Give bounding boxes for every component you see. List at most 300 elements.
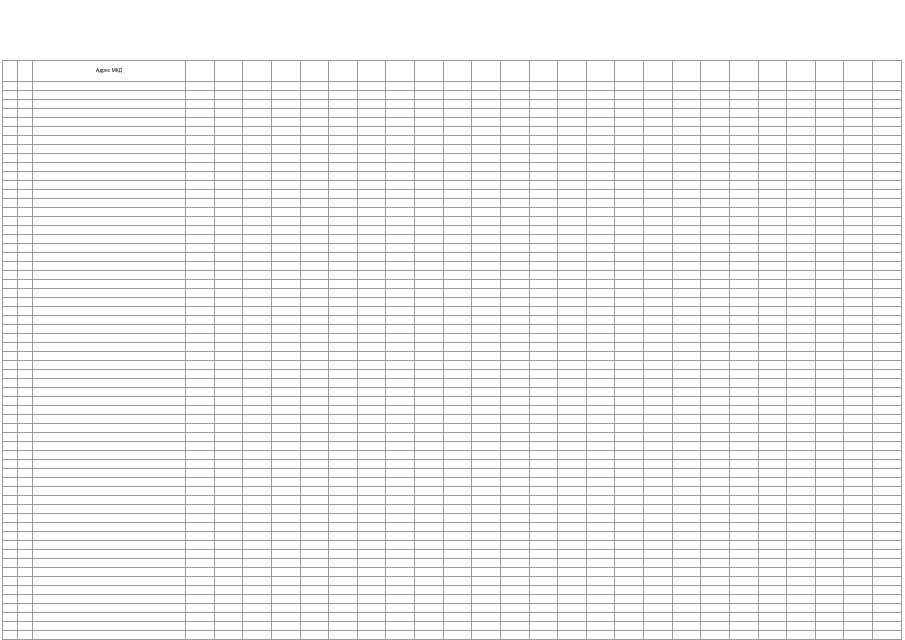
table-cell — [3, 343, 18, 352]
table-cell — [500, 568, 529, 577]
table-cell — [815, 487, 844, 496]
table-cell — [443, 469, 472, 478]
table-cell — [558, 289, 587, 298]
table-cell — [815, 469, 844, 478]
table-cell — [300, 181, 329, 190]
table-cell — [529, 631, 558, 640]
table-cell — [329, 505, 358, 514]
table-cell — [672, 604, 701, 613]
table-cell — [672, 559, 701, 568]
table-cell — [386, 253, 415, 262]
table-cell — [214, 505, 243, 514]
table-cell — [586, 433, 615, 442]
table-cell — [844, 550, 873, 559]
table-cell — [586, 325, 615, 334]
table-cell — [644, 154, 673, 163]
table-cell — [615, 361, 644, 370]
table-cell — [443, 541, 472, 550]
table-cell — [787, 496, 816, 505]
table-cell — [701, 190, 730, 199]
table-cell — [3, 550, 18, 559]
table-cell — [529, 595, 558, 604]
table-cell — [586, 289, 615, 298]
table-cell — [243, 217, 272, 226]
table-cell — [758, 622, 787, 631]
table-cell — [329, 217, 358, 226]
table-cell — [701, 109, 730, 118]
table-cell — [18, 163, 33, 172]
table-cell — [415, 82, 444, 91]
address-cell — [33, 289, 186, 298]
table-cell — [329, 442, 358, 451]
table-cell — [672, 316, 701, 325]
address-cell — [33, 190, 186, 199]
table-cell — [186, 91, 215, 100]
table-cell — [586, 352, 615, 361]
table-cell — [415, 361, 444, 370]
table-cell — [815, 361, 844, 370]
table-cell — [357, 541, 386, 550]
table-cell — [701, 343, 730, 352]
table-cell — [500, 226, 529, 235]
table-cell — [644, 163, 673, 172]
table-cell — [844, 505, 873, 514]
table-cell — [815, 595, 844, 604]
table-row — [3, 550, 902, 559]
table-cell — [3, 226, 18, 235]
table-cell — [186, 604, 215, 613]
table-cell — [357, 397, 386, 406]
table-cell — [472, 478, 501, 487]
table-cell — [758, 100, 787, 109]
table-cell — [243, 262, 272, 271]
table-cell — [873, 82, 902, 91]
table-cell — [644, 127, 673, 136]
table-cell — [386, 352, 415, 361]
table-cell — [586, 199, 615, 208]
table-cell — [329, 208, 358, 217]
table-cell — [758, 235, 787, 244]
table-cell — [18, 433, 33, 442]
table-cell — [357, 514, 386, 523]
table-cell — [329, 226, 358, 235]
table-cell — [500, 595, 529, 604]
table-cell — [472, 325, 501, 334]
table-cell — [329, 514, 358, 523]
table-cell — [844, 91, 873, 100]
table-cell — [758, 514, 787, 523]
table-cell — [357, 559, 386, 568]
table-cell — [729, 577, 758, 586]
table-cell — [701, 514, 730, 523]
address-cell — [33, 271, 186, 280]
table-cell — [386, 388, 415, 397]
table-cell — [701, 577, 730, 586]
table-row — [3, 253, 902, 262]
table-cell — [815, 433, 844, 442]
table-cell — [357, 415, 386, 424]
table-cell — [415, 370, 444, 379]
table-cell — [243, 361, 272, 370]
table-cell — [357, 478, 386, 487]
table-cell — [729, 370, 758, 379]
table-cell — [615, 235, 644, 244]
table-row — [3, 586, 902, 595]
table-cell — [500, 514, 529, 523]
table-cell — [758, 181, 787, 190]
table-row — [3, 91, 902, 100]
table-row — [3, 109, 902, 118]
table-cell — [186, 154, 215, 163]
table-cell — [271, 334, 300, 343]
table-cell — [644, 523, 673, 532]
table-cell — [415, 190, 444, 199]
table-cell — [243, 442, 272, 451]
address-cell — [33, 334, 186, 343]
table-cell — [472, 235, 501, 244]
table-cell — [443, 208, 472, 217]
address-cell — [33, 163, 186, 172]
table-cell — [18, 505, 33, 514]
table-cell — [558, 82, 587, 91]
address-cell — [33, 280, 186, 289]
table-cell — [500, 496, 529, 505]
table-cell — [357, 487, 386, 496]
header-cell — [300, 61, 329, 82]
table-cell — [701, 325, 730, 334]
address-cell — [33, 100, 186, 109]
table-cell — [729, 172, 758, 181]
table-cell — [214, 352, 243, 361]
table-cell — [787, 325, 816, 334]
table-cell — [558, 415, 587, 424]
table-cell — [644, 595, 673, 604]
table-cell — [186, 82, 215, 91]
table-cell — [357, 181, 386, 190]
table-cell — [357, 253, 386, 262]
table-cell — [615, 424, 644, 433]
table-cell — [672, 253, 701, 262]
table-cell — [758, 550, 787, 559]
table-cell — [443, 199, 472, 208]
table-cell — [329, 298, 358, 307]
address-cell — [33, 244, 186, 253]
table-cell — [815, 199, 844, 208]
table-cell — [787, 91, 816, 100]
table-cell — [586, 100, 615, 109]
table-cell — [271, 253, 300, 262]
table-cell — [500, 586, 529, 595]
table-cell — [672, 289, 701, 298]
table-cell — [729, 496, 758, 505]
table-cell — [586, 271, 615, 280]
table-cell — [386, 442, 415, 451]
table-cell — [300, 523, 329, 532]
table-cell — [644, 370, 673, 379]
table-cell — [443, 118, 472, 127]
table-cell — [415, 388, 444, 397]
table-cell — [415, 541, 444, 550]
table-cell — [243, 388, 272, 397]
table-cell — [758, 415, 787, 424]
table-cell — [615, 253, 644, 262]
table-cell — [615, 109, 644, 118]
address-cell — [33, 415, 186, 424]
table-cell — [758, 289, 787, 298]
table-cell — [787, 433, 816, 442]
table-cell — [357, 469, 386, 478]
table-cell — [672, 325, 701, 334]
table-cell — [672, 622, 701, 631]
table-cell — [558, 136, 587, 145]
table-cell — [873, 577, 902, 586]
table-cell — [271, 172, 300, 181]
table-cell — [386, 307, 415, 316]
table-cell — [644, 82, 673, 91]
table-cell — [214, 586, 243, 595]
table-cell — [758, 541, 787, 550]
table-cell — [672, 586, 701, 595]
table-cell — [243, 226, 272, 235]
table-cell — [386, 532, 415, 541]
table-cell — [701, 316, 730, 325]
table-cell — [558, 118, 587, 127]
address-cell — [33, 433, 186, 442]
table-cell — [615, 280, 644, 289]
table-cell — [873, 361, 902, 370]
table-cell — [529, 190, 558, 199]
table-cell — [243, 235, 272, 244]
table-cell — [214, 514, 243, 523]
table-cell — [586, 469, 615, 478]
table-cell — [386, 523, 415, 532]
table-cell — [787, 424, 816, 433]
table-cell — [529, 514, 558, 523]
table-cell — [644, 190, 673, 199]
table-cell — [443, 622, 472, 631]
table-cell — [472, 190, 501, 199]
table-cell — [186, 523, 215, 532]
header-cell — [586, 61, 615, 82]
table-row — [3, 100, 902, 109]
table-cell — [357, 100, 386, 109]
table-cell — [558, 163, 587, 172]
table-cell — [758, 604, 787, 613]
table-cell — [3, 379, 18, 388]
table-cell — [500, 415, 529, 424]
table-row — [3, 460, 902, 469]
table-cell — [386, 433, 415, 442]
table-cell — [271, 514, 300, 523]
table-row — [3, 181, 902, 190]
table-cell — [243, 199, 272, 208]
table-cell — [271, 595, 300, 604]
table-cell — [729, 325, 758, 334]
table-cell — [500, 100, 529, 109]
table-cell — [644, 433, 673, 442]
table-cell — [357, 136, 386, 145]
table-cell — [3, 262, 18, 271]
table-cell — [644, 469, 673, 478]
table-cell — [844, 271, 873, 280]
table-cell — [701, 541, 730, 550]
table-cell — [357, 271, 386, 280]
table-cell — [271, 298, 300, 307]
table-cell — [329, 343, 358, 352]
table-cell — [472, 406, 501, 415]
table-cell — [558, 208, 587, 217]
table-cell — [729, 415, 758, 424]
table-cell — [844, 118, 873, 127]
table-cell — [758, 262, 787, 271]
table-cell — [644, 217, 673, 226]
table-cell — [3, 451, 18, 460]
table-cell — [586, 298, 615, 307]
table-cell — [271, 469, 300, 478]
table-cell — [329, 523, 358, 532]
table-cell — [529, 370, 558, 379]
table-cell — [243, 514, 272, 523]
table-cell — [472, 280, 501, 289]
table-cell — [3, 316, 18, 325]
table-cell — [329, 172, 358, 181]
table-cell — [443, 109, 472, 118]
table-cell — [873, 370, 902, 379]
table-cell — [386, 190, 415, 199]
table-cell — [386, 298, 415, 307]
table-cell — [729, 118, 758, 127]
table-cell — [300, 172, 329, 181]
table-cell — [644, 415, 673, 424]
table-cell — [586, 118, 615, 127]
table-cell — [701, 289, 730, 298]
table-cell — [787, 631, 816, 640]
table-cell — [300, 352, 329, 361]
table-cell — [529, 127, 558, 136]
table-cell — [243, 190, 272, 199]
table-cell — [472, 316, 501, 325]
table-cell — [214, 91, 243, 100]
header-address: Адрес МКД — [33, 61, 186, 82]
table-cell — [615, 460, 644, 469]
table-cell — [758, 532, 787, 541]
table-cell — [529, 505, 558, 514]
table-cell — [300, 217, 329, 226]
table-cell — [243, 109, 272, 118]
table-cell — [672, 334, 701, 343]
table-cell — [615, 631, 644, 640]
table-cell — [271, 226, 300, 235]
table-cell — [357, 307, 386, 316]
table-cell — [271, 487, 300, 496]
table-cell — [529, 460, 558, 469]
table-cell — [558, 397, 587, 406]
table-cell — [3, 208, 18, 217]
table-cell — [386, 325, 415, 334]
table-cell — [386, 109, 415, 118]
table-cell — [443, 415, 472, 424]
address-cell — [33, 505, 186, 514]
table-cell — [701, 253, 730, 262]
table-cell — [787, 109, 816, 118]
table-cell — [644, 496, 673, 505]
table-cell — [18, 397, 33, 406]
table-cell — [873, 109, 902, 118]
table-cell — [243, 163, 272, 172]
table-cell — [243, 433, 272, 442]
table-cell — [586, 388, 615, 397]
table-cell — [844, 577, 873, 586]
table-cell — [844, 496, 873, 505]
table-cell — [214, 370, 243, 379]
table-cell — [271, 631, 300, 640]
table-cell — [443, 127, 472, 136]
table-cell — [873, 334, 902, 343]
table-cell — [758, 163, 787, 172]
table-cell — [558, 613, 587, 622]
table-cell — [300, 577, 329, 586]
table-cell — [443, 406, 472, 415]
table-cell — [758, 334, 787, 343]
table-cell — [415, 109, 444, 118]
table-cell — [243, 415, 272, 424]
table-cell — [357, 460, 386, 469]
table-cell — [701, 631, 730, 640]
table-cell — [300, 532, 329, 541]
table-cell — [472, 82, 501, 91]
table-row — [3, 397, 902, 406]
table-cell — [386, 289, 415, 298]
table-cell — [271, 118, 300, 127]
table-cell — [500, 631, 529, 640]
address-cell — [33, 442, 186, 451]
table-cell — [844, 532, 873, 541]
table-cell — [844, 280, 873, 289]
table-cell — [758, 568, 787, 577]
table-cell — [3, 406, 18, 415]
table-cell — [186, 172, 215, 181]
table-cell — [472, 433, 501, 442]
table-cell — [329, 613, 358, 622]
table-cell — [615, 388, 644, 397]
table-cell — [357, 595, 386, 604]
table-cell — [3, 244, 18, 253]
table-cell — [644, 307, 673, 316]
table-cell — [558, 361, 587, 370]
table-cell — [386, 208, 415, 217]
table-cell — [18, 100, 33, 109]
table-cell — [672, 568, 701, 577]
table-cell — [443, 451, 472, 460]
address-cell — [33, 613, 186, 622]
table-cell — [443, 514, 472, 523]
address-cell — [33, 379, 186, 388]
table-cell — [701, 415, 730, 424]
table-cell — [214, 145, 243, 154]
table-cell — [787, 217, 816, 226]
table-cell — [186, 118, 215, 127]
table-cell — [529, 577, 558, 586]
table-cell — [329, 469, 358, 478]
table-cell — [558, 631, 587, 640]
table-cell — [644, 586, 673, 595]
table-cell — [873, 622, 902, 631]
table-cell — [386, 262, 415, 271]
table-cell — [701, 550, 730, 559]
table-cell — [558, 406, 587, 415]
table-cell — [300, 451, 329, 460]
table-cell — [386, 82, 415, 91]
